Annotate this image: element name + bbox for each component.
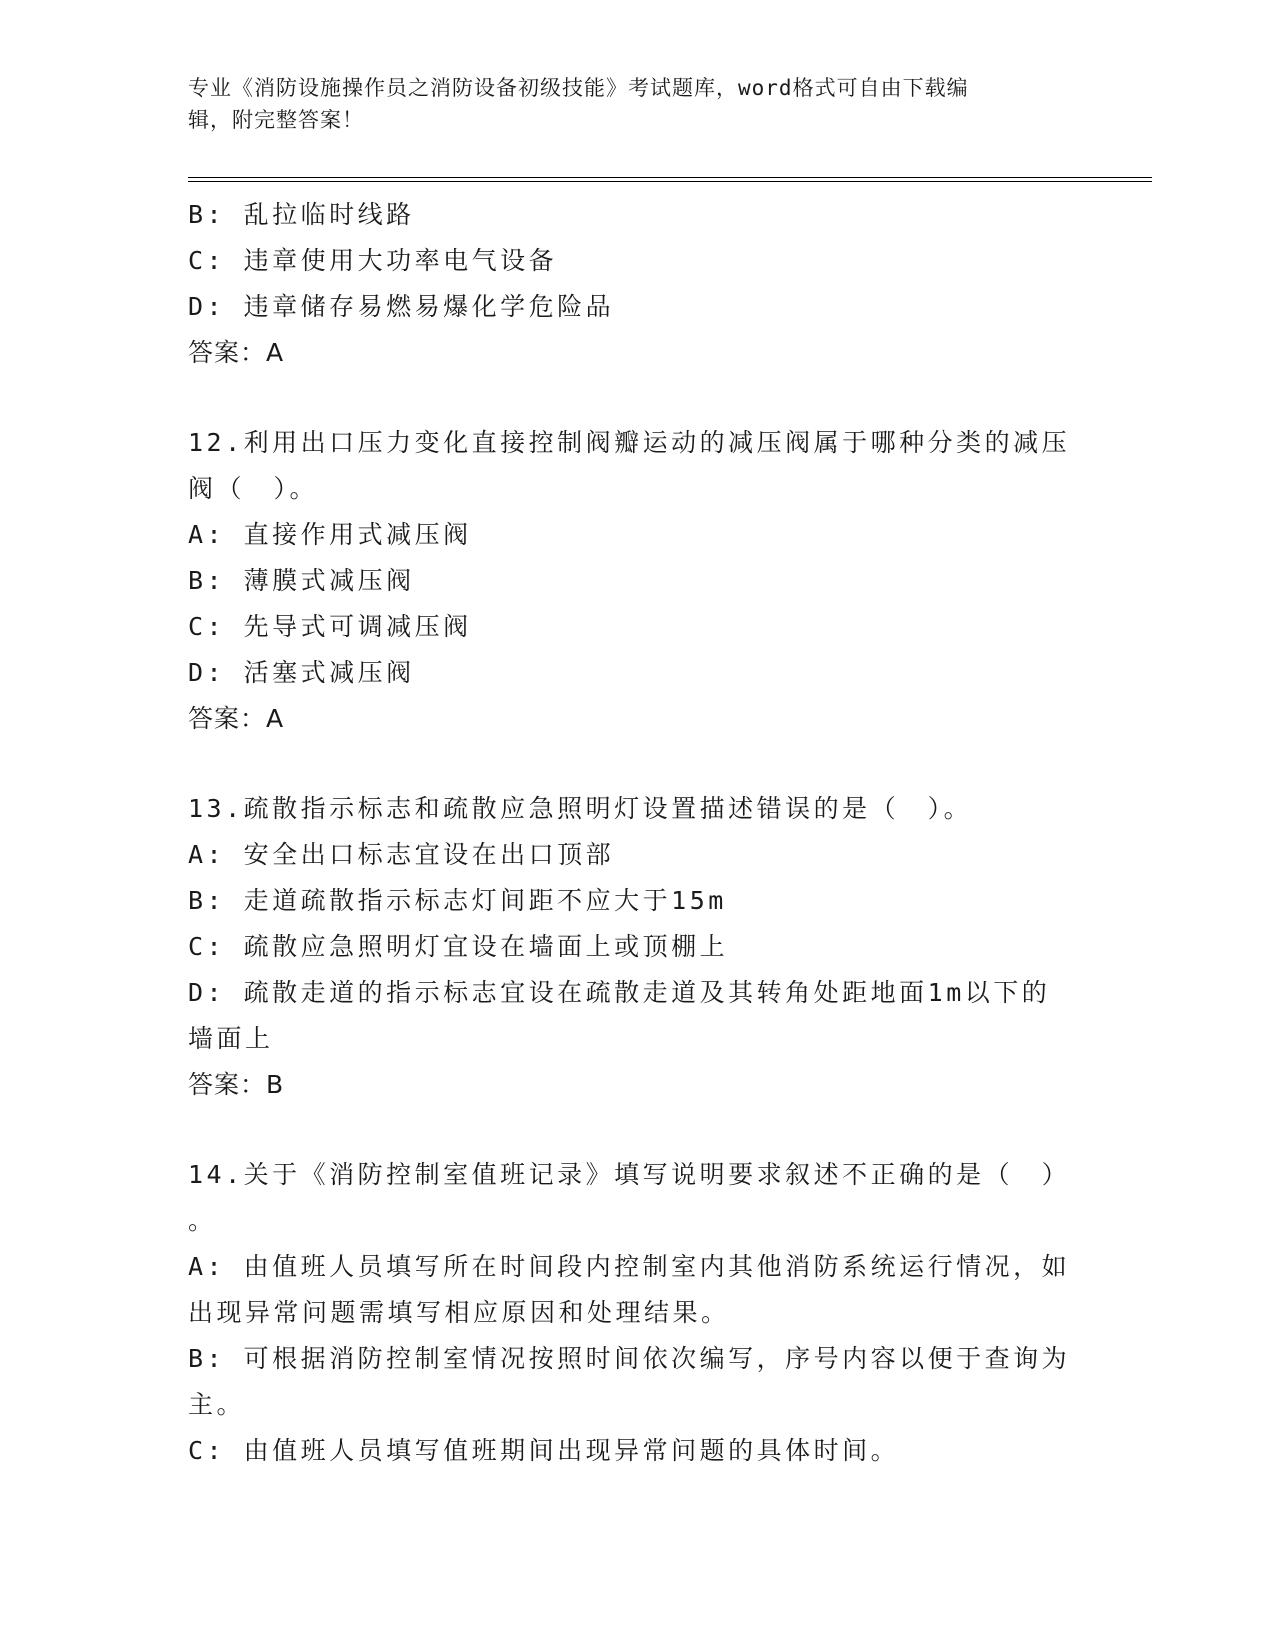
spacer (188, 742, 1088, 786)
header-divider-thin (188, 177, 1152, 178)
option-d-cont: 墙面上 (188, 1024, 274, 1053)
option-b: B: 可根据消防控制室情况按照时间依次编写，序号内容以便于查询为 (188, 1344, 1071, 1373)
option-d: D: 活塞式减压阀 (188, 658, 415, 687)
option-b: B: 薄膜式减压阀 (188, 566, 415, 595)
option-d: D: 疏散走道的指示标志宜设在疏散走道及其转角处距地面1m以下的 (188, 978, 1051, 1007)
header-divider-thick (188, 181, 1152, 182)
option-a: A: 直接作用式减压阀 (188, 520, 472, 549)
option-c: C: 违章使用大功率电气设备 (188, 246, 558, 275)
header-line-1: 专业《消防设施操作员之消防设备初级技能》考试题库，word格式可自由下载编 (188, 76, 969, 100)
option-a: A: 由值班人员填写所在时间段内控制室内其他消防系统运行情况，如 (188, 1252, 1071, 1281)
question-stem: 12.利用出口压力变化直接控制阀瓣运动的减压阀属于哪种分类的减压 (188, 428, 1071, 457)
answer-line: 答案：B (188, 1070, 285, 1099)
page-header (188, 72, 1068, 136)
option-c: C: 由值班人员填写值班期间出现异常问题的具体时间。 (188, 1436, 900, 1465)
option-b: B: 乱拉临时线路 (188, 200, 415, 229)
answer-line: 答案：A (188, 338, 285, 367)
option-c: C: 疏散应急照明灯宜设在墙面上或顶棚上 (188, 932, 729, 961)
question-list (188, 192, 1088, 1474)
option-a-cont: 出现异常问题需填写相应原因和处理结果。 (188, 1298, 730, 1327)
option-d: D: 违章储存易燃易爆化学危险品 (188, 292, 615, 321)
question-12 (188, 420, 1088, 742)
option-b-cont: 主。 (188, 1390, 246, 1419)
option-c: C: 先导式可调减压阀 (188, 612, 472, 641)
option-a: A: 安全出口标志宜设在出口顶部 (188, 840, 615, 869)
question-13 (188, 786, 1088, 1108)
header-line-2: 辑，附完整答案！ (188, 108, 364, 132)
question-stem: 14.关于《消防控制室值班记录》填写说明要求叙述不正确的是（ ） (188, 1160, 1071, 1189)
question-11 (188, 192, 1088, 376)
question-stem-cont: 阀（ ）。 (188, 474, 319, 503)
option-b: B: 走道疏散指示标志灯间距不应大于15m (188, 886, 727, 915)
question-stem-cont: 。 (188, 1206, 217, 1235)
spacer (188, 376, 1088, 420)
answer-line: 答案：A (188, 704, 285, 733)
question-stem: 13.疏散指示标志和疏散应急照明灯设置描述错误的是（ ）。 (188, 794, 973, 823)
question-14 (188, 1152, 1088, 1474)
spacer (188, 1108, 1088, 1152)
